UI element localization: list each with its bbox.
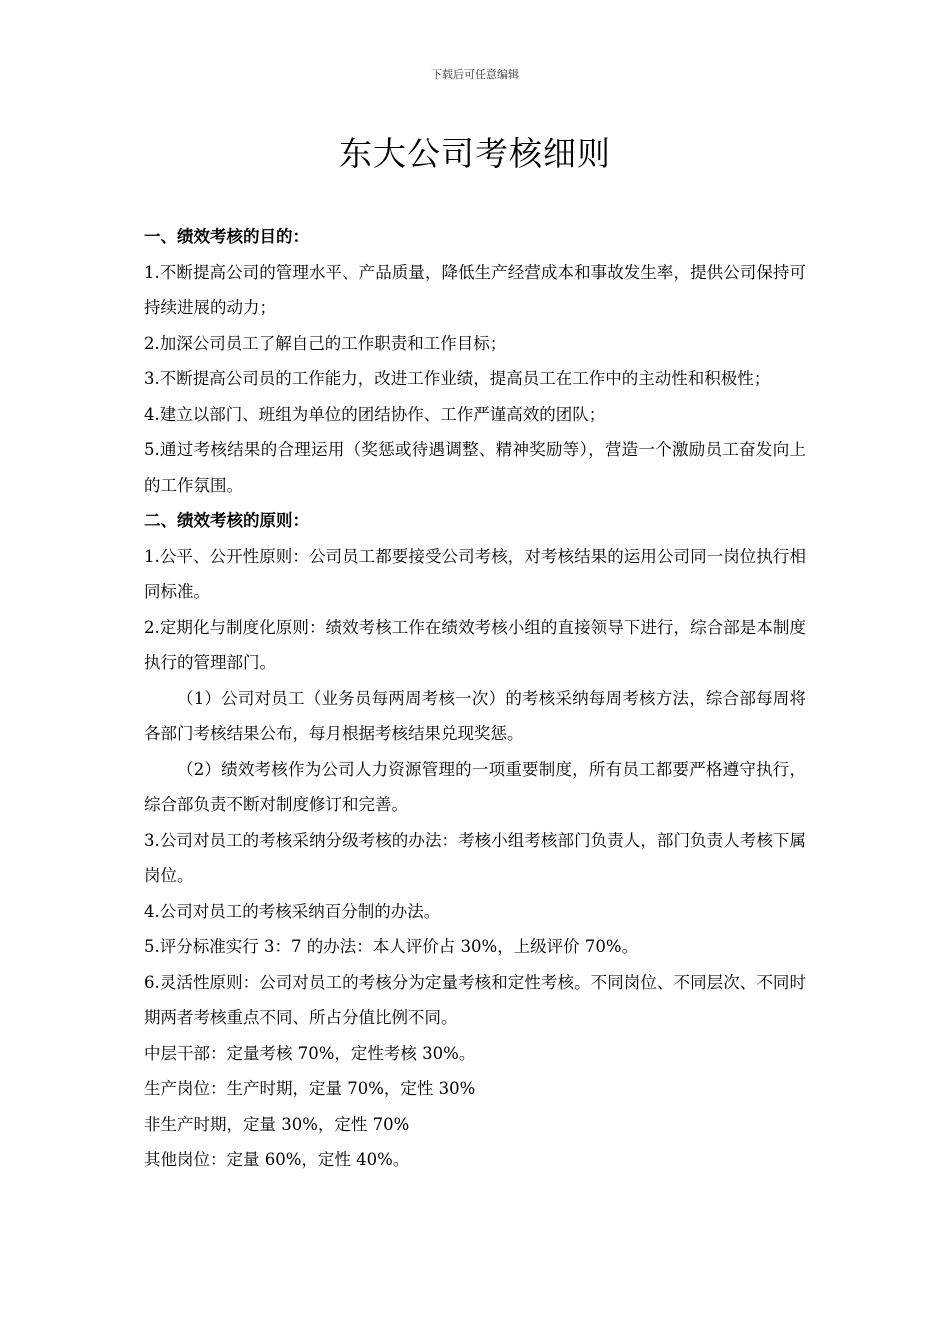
purpose-item: 2.加深公司员工了解自己的工作职责和工作目标； (144, 333, 507, 353)
ratio-line: 其他岗位：定量 60%，定性 40%。 (144, 1150, 410, 1169)
ratio-line: 生产岗位：生产时期，定量 70%，定性 30% (144, 1079, 476, 1098)
principle-item: 2.定期化与制度化原则：绩效考核工作在绩效考核小组的直接领导下进行，综合部是本制度执行的管理部门。 (144, 617, 806, 672)
ratio-line: 中层干部：定量考核 70%，定性考核 30%。 (144, 1043, 476, 1063)
principle-item: 5.评分标准实行 3：7 的办法：本人评价占 30%，上级评价 70%。 (144, 937, 639, 956)
document-body (144, 219, 806, 1178)
purpose-item: 4.建立以部门、班组为单位的团结协作、工作严谨高效的团队； (144, 404, 606, 424)
ratio-line: 非生产时期，定量 30%，定性 70% (144, 1114, 410, 1134)
principle-subitem: （2）绩效考核作为公司人力资源管理的一项重要制度，所有员工都要严格遵守执行，综合部负责不断对制度修订和完善。 (144, 759, 806, 814)
principle-item: 6.灵活性原则：公司对员工的考核分为定量考核和定性考核。不同岗位、不同层次、不同时期两者考核重点不同、所占分值比例不同。 (144, 972, 806, 1027)
principle-item: 3.公司对员工的考核采纳分级考核的办法：考核小组考核部门负责人，部门负责人考核下属岗位。 (144, 830, 806, 885)
purpose-item: 3.不断提高公司员的工作能力，改进工作业绩，提高员工在工作中的主动性和积极性； (144, 369, 771, 388)
principle-item: 1.公平、公开性原则：公司员工都要接受公司考核，对考核结果的运用公司同一岗位执行相同标准。 (144, 546, 806, 601)
section-heading-principles: 二、绩效考核的原则： (144, 511, 309, 530)
principle-subitem: （1）公司对员工（业务员每两周考核一次）的考核采纳每周考核方法，综合部每周将各部门考核结果公布，每月根据考核结果兑现奖惩。 (144, 688, 806, 743)
purpose-item: 1.不断提高公司的管理水平、产品质量，降低生产经营成本和事故发生率，提供公司保持可持续进展的动力； (144, 262, 806, 317)
section-heading-purpose: 一、绩效考核的目的： (144, 227, 309, 246)
purpose-item: 5.通过考核结果的合理运用（奖惩或待遇调整、精神奖励等），营造一个激励员工奋发向上的工作氛围。 (144, 440, 806, 495)
page-title: 东大公司考核细则 (339, 134, 611, 173)
principle-item: 4.公司对员工的考核采纳百分制的办法。 (144, 901, 441, 921)
header-note: 下载后可任意编辑 (431, 68, 519, 81)
